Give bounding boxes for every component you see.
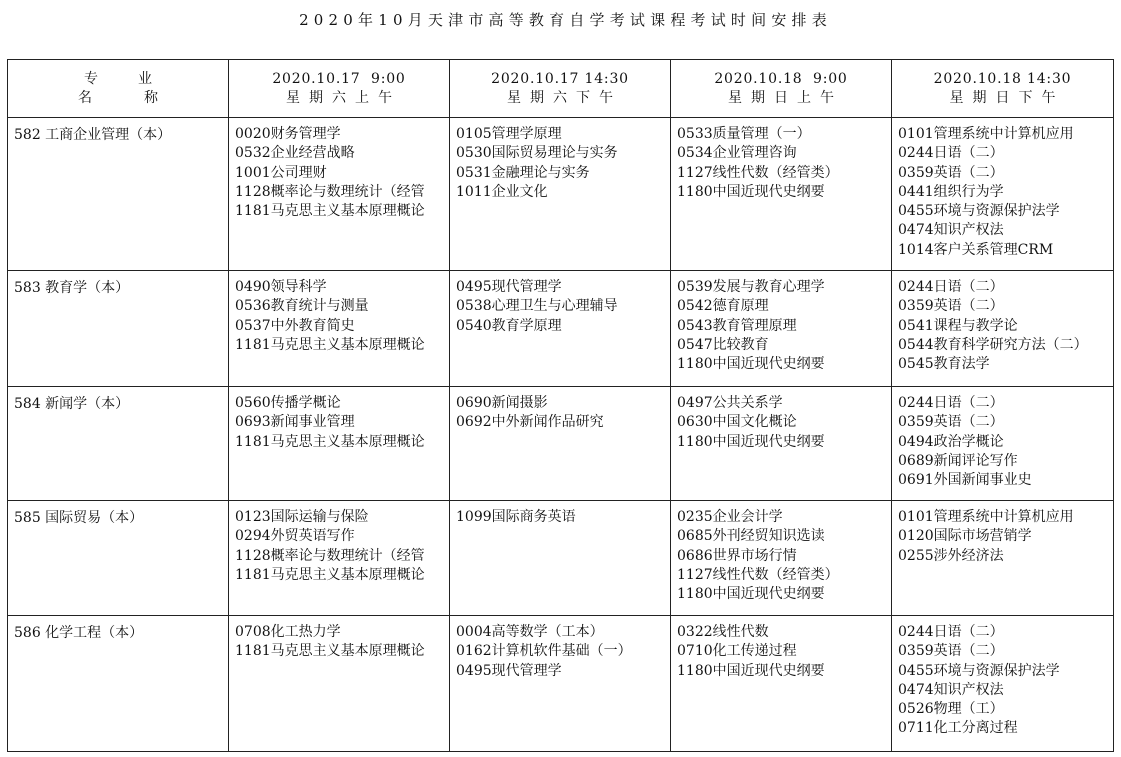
course-item: 0689新闻评论写作	[898, 452, 1018, 469]
course-item: 0123国际运输与保险	[235, 509, 369, 525]
course-item: 0532企业经营战略	[235, 145, 355, 162]
course-item: 1127线性代数（经管类）	[677, 566, 839, 583]
course-item: 0560传播学概论	[235, 395, 341, 411]
header-session-date: 2020.10.18 9:00	[714, 71, 848, 87]
course-item: 0685外刊经贸知识选读	[677, 528, 825, 545]
session-courses-cell	[229, 118, 450, 271]
header-session-date: 2020.10.17 14:30	[491, 71, 629, 87]
course-item: 0547比较教育	[677, 336, 769, 353]
course-item: 1011企业文化	[456, 183, 548, 200]
course-item: 0686世界市场行情	[677, 547, 797, 564]
course-item: 0244日语（二）	[898, 279, 1004, 295]
major-name: 583 教育学（本）	[8, 271, 229, 387]
session-courses-cell	[671, 387, 892, 501]
table-row	[8, 616, 1114, 752]
session-courses-cell	[450, 118, 671, 271]
exam-schedule-table	[7, 59, 1114, 752]
course-item: 1128概率论与数理统计（经管	[235, 547, 425, 564]
session-courses-cell	[229, 387, 450, 501]
header-session-label: 星期六下午	[507, 90, 622, 106]
course-item: 1099国际商务英语	[456, 509, 576, 525]
course-item: 0441组织行为学	[898, 183, 1004, 200]
header-session-date: 2020.10.17 9:00	[272, 71, 406, 87]
table-row	[8, 118, 1114, 271]
course-item: 0544教育科学研究方法（二）	[898, 336, 1088, 353]
course-item: 1180中国近现代史纲要	[677, 433, 825, 450]
course-item: 1014客户关系管理CRM	[898, 241, 1054, 258]
session-courses-cell	[450, 501, 671, 616]
course-item: 0540教育学原理	[456, 317, 562, 334]
course-item: 1180中国近现代史纲要	[677, 356, 825, 373]
course-item: 0162计算机软件基础（一）	[456, 643, 632, 660]
course-item: 0543教育管理原理	[677, 317, 797, 334]
course-item: 0494政治学概论	[898, 433, 1004, 450]
course-item: 0539发展与教育心理学	[677, 279, 825, 295]
course-item: 1180中国近现代史纲要	[677, 586, 825, 603]
course-item: 0710化工传递过程	[677, 643, 797, 660]
course-item: 0490领导科学	[235, 279, 327, 295]
course-item: 1180中国近现代史纲要	[677, 183, 825, 200]
course-item: 0630中国文化概论	[677, 414, 797, 431]
course-item: 0101管理系统中计算机应用	[898, 509, 1074, 525]
header-row	[8, 60, 1114, 118]
course-item: 0530国际贸易理论与实务	[456, 145, 618, 162]
header-major-line2: 名称	[78, 90, 210, 106]
session-courses-cell	[892, 387, 1114, 501]
course-item: 0359英语（二）	[898, 298, 1004, 315]
course-item: 0020财务管理学	[235, 126, 341, 142]
session-courses-cell	[229, 501, 450, 616]
course-item: 0495现代管理学	[456, 279, 562, 295]
session-courses-cell	[892, 118, 1114, 271]
course-item: 0244日语（二）	[898, 395, 1004, 411]
course-item: 1181马克思主义基本原理概论	[235, 336, 425, 353]
header-session-4	[892, 60, 1114, 118]
session-courses-cell	[671, 118, 892, 271]
course-item: 0105管理学原理	[456, 126, 562, 142]
course-item: 0541课程与教学论	[898, 317, 1018, 334]
header-major-line1: 专业	[84, 71, 192, 87]
course-item: 0235企业会计学	[677, 509, 783, 525]
course-item: 1001公司理财	[235, 164, 327, 181]
course-item: 0533质量管理（一）	[677, 126, 811, 142]
course-item: 0455环境与资源保护法学	[898, 662, 1060, 679]
course-item: 0708化工热力学	[235, 624, 341, 640]
major-name: 586 化学工程（本）	[8, 616, 229, 752]
course-item: 0693新闻事业管理	[235, 414, 355, 431]
course-item: 0711化工分离过程	[898, 720, 1018, 737]
course-item: 0495现代管理学	[456, 662, 562, 679]
course-item: 0538心理卫生与心理辅导	[456, 298, 618, 315]
course-item: 1181马克思主义基本原理概论	[235, 566, 425, 583]
header-session-label: 星期日上午	[728, 90, 843, 106]
course-item: 0322线性代数	[677, 624, 769, 640]
course-item: 0534企业管理咨询	[677, 145, 797, 162]
session-courses-cell	[229, 271, 450, 387]
course-item: 0474知识产权法	[898, 681, 1004, 698]
table-row	[8, 271, 1114, 387]
session-courses-cell	[450, 616, 671, 752]
major-name: 585 国际贸易（本）	[8, 501, 229, 616]
course-item: 0359英语（二）	[898, 164, 1004, 181]
header-session-3	[671, 60, 892, 118]
course-item: 0359英语（二）	[898, 414, 1004, 431]
course-item: 0244日语（二）	[898, 145, 1004, 162]
course-item: 0294外贸英语写作	[235, 528, 355, 545]
session-courses-cell	[671, 616, 892, 752]
course-item: 1181马克思主义基本原理概论	[235, 433, 425, 450]
header-session-label: 星期日下午	[949, 90, 1065, 106]
course-item: 0120国际市场营销学	[898, 528, 1032, 545]
course-item: 0244日语（二）	[898, 624, 1004, 640]
schedule-body	[8, 118, 1114, 752]
course-item: 0474知识产权法	[898, 222, 1004, 239]
table-row	[8, 501, 1114, 616]
session-courses-cell	[892, 271, 1114, 387]
header-session-date: 2020.10.18 14:30	[933, 71, 1072, 87]
page-title: 2020年10月天津市高等教育自学考试课程考试时间安排表	[299, 11, 832, 29]
course-item: 0101管理系统中计算机应用	[898, 126, 1074, 142]
course-item: 1128概率论与数理统计（经管	[235, 183, 425, 200]
course-item: 0526物理（工）	[898, 701, 1004, 718]
course-item: 0359英语（二）	[898, 643, 1004, 660]
session-courses-cell	[671, 271, 892, 387]
session-courses-cell	[229, 616, 450, 752]
course-item: 1181马克思主义基本原理概论	[235, 203, 425, 220]
course-item: 0497公共关系学	[677, 395, 783, 411]
major-name: 582 工商企业管理（本）	[8, 118, 229, 271]
course-item: 0545教育法学	[898, 356, 990, 373]
course-item: 0691外国新闻事业史	[898, 472, 1032, 489]
course-item: 0455环境与资源保护法学	[898, 203, 1060, 220]
header-session-1	[229, 60, 450, 118]
header-session-2	[450, 60, 671, 118]
session-courses-cell	[671, 501, 892, 616]
course-item: 0542德育原理	[677, 298, 769, 315]
session-courses-cell	[450, 387, 671, 501]
course-item: 1127线性代数（经管类）	[677, 164, 839, 181]
course-item: 0692中外新闻作品研究	[456, 414, 604, 431]
session-courses-cell	[892, 616, 1114, 752]
course-item: 1180中国近现代史纲要	[677, 662, 825, 679]
session-courses-cell	[892, 501, 1114, 616]
session-courses-cell	[450, 271, 671, 387]
course-item: 0255涉外经济法	[898, 547, 1004, 564]
course-item: 1181马克思主义基本原理概论	[235, 643, 425, 660]
course-item: 0537中外教育简史	[235, 317, 355, 334]
course-item: 0690新闻摄影	[456, 395, 548, 411]
header-major	[8, 60, 229, 118]
table-row	[8, 387, 1114, 501]
course-item: 0004高等数学（工本）	[456, 624, 604, 640]
course-item: 0531金融理论与实务	[456, 164, 590, 181]
major-name: 584 新闻学（本）	[8, 387, 229, 501]
course-item: 0536教育统计与测量	[235, 298, 369, 315]
header-session-label: 星期六上午	[286, 90, 401, 106]
